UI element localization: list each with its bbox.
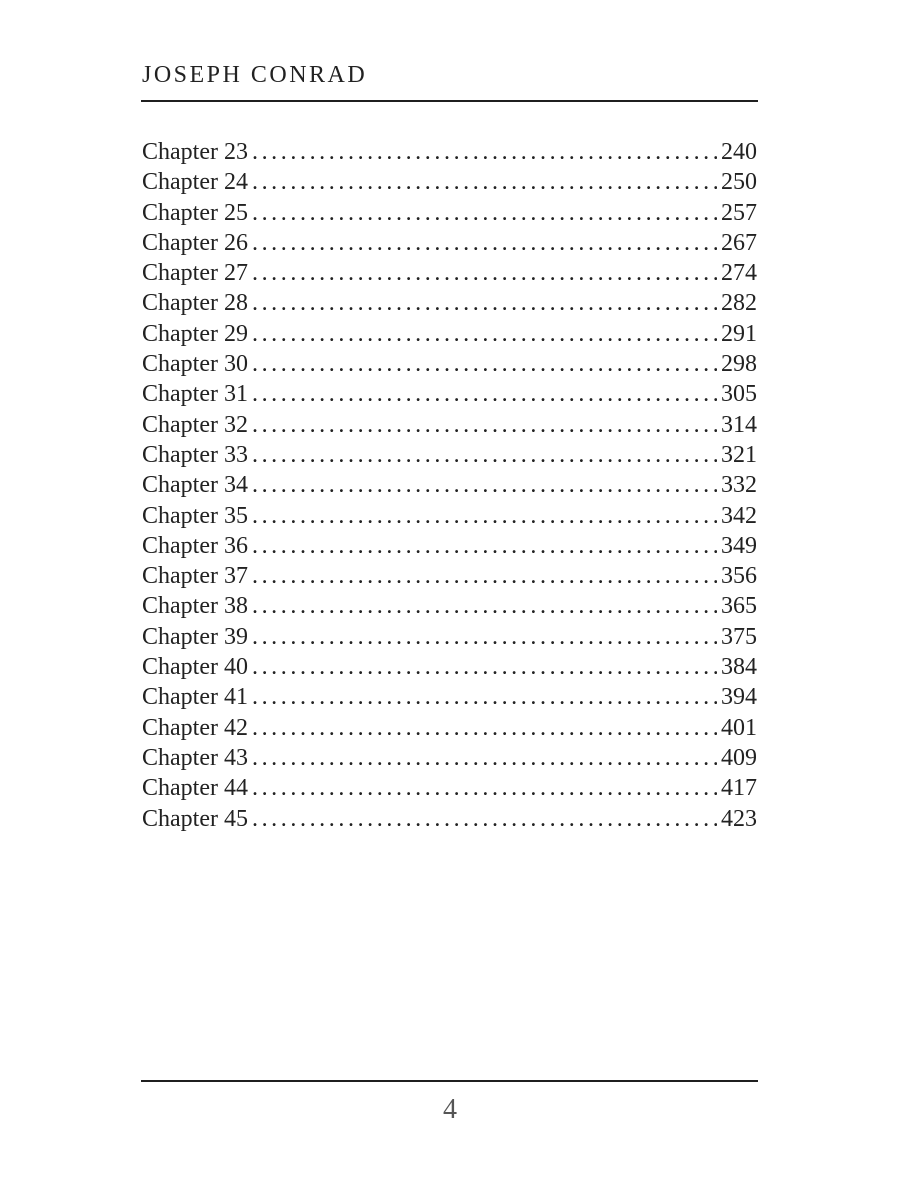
toc-entry[interactable] bbox=[142, 470, 757, 500]
toc-dot-leader bbox=[252, 501, 717, 531]
toc-entry-page: 401 bbox=[721, 714, 757, 741]
toc-entry[interactable] bbox=[142, 501, 757, 531]
toc-entry-title: Chapter 45 bbox=[142, 805, 248, 832]
toc-dot-leader bbox=[252, 167, 717, 197]
toc-entry[interactable] bbox=[142, 167, 757, 197]
toc-entry-title: Chapter 42 bbox=[142, 714, 248, 741]
toc-entry-page: 375 bbox=[721, 623, 757, 650]
toc-dot-leader bbox=[252, 440, 717, 470]
toc-entry[interactable] bbox=[142, 228, 757, 258]
toc-dot-leader bbox=[252, 591, 717, 621]
toc-entry[interactable] bbox=[142, 440, 757, 470]
toc-entry-title: Chapter 25 bbox=[142, 199, 248, 226]
toc-entry-title: Chapter 23 bbox=[142, 139, 248, 165]
toc-entry-title: Chapter 32 bbox=[142, 411, 248, 438]
toc-entry-page: 305 bbox=[721, 381, 757, 408]
toc-entry-page: 257 bbox=[721, 199, 757, 226]
toc-dot-leader bbox=[252, 682, 717, 712]
toc-dot-leader bbox=[252, 349, 717, 379]
toc-entry[interactable] bbox=[142, 773, 757, 803]
toc-entry-page: 356 bbox=[721, 563, 757, 590]
toc-dot-leader bbox=[252, 652, 717, 682]
toc-dot-leader bbox=[252, 713, 717, 743]
toc-dot-leader bbox=[252, 470, 717, 500]
toc-dot-leader bbox=[252, 561, 717, 591]
toc-entry-page: 321 bbox=[721, 441, 757, 468]
toc-entry-title: Chapter 26 bbox=[142, 229, 248, 256]
toc-entry-title: Chapter 39 bbox=[142, 623, 248, 650]
toc-entry-title: Chapter 36 bbox=[142, 532, 248, 559]
toc-dot-leader bbox=[252, 198, 717, 228]
toc-dot-leader bbox=[252, 743, 717, 773]
toc-entry-title: Chapter 37 bbox=[142, 563, 248, 590]
toc-entry-page: 267 bbox=[721, 229, 757, 256]
toc-dot-leader bbox=[252, 137, 717, 167]
table-of-contents bbox=[142, 137, 757, 834]
toc-entry-page: 282 bbox=[721, 290, 757, 317]
toc-entry[interactable] bbox=[142, 591, 757, 621]
toc-entry-title: Chapter 33 bbox=[142, 441, 248, 468]
toc-dot-leader bbox=[252, 319, 717, 349]
toc-entry[interactable] bbox=[142, 531, 757, 561]
header-rule bbox=[141, 100, 758, 102]
toc-entry-page: 240 bbox=[721, 139, 757, 165]
toc-entry[interactable] bbox=[142, 258, 757, 288]
toc-entry-page: 250 bbox=[721, 169, 757, 196]
toc-entry-title: Chapter 34 bbox=[142, 472, 248, 499]
page-number: 4 bbox=[443, 1094, 457, 1125]
toc-entry-title: Chapter 38 bbox=[142, 593, 248, 620]
toc-entry-title: Chapter 29 bbox=[142, 320, 248, 347]
toc-entry-page: 409 bbox=[721, 744, 757, 771]
toc-dot-leader bbox=[252, 531, 717, 561]
toc-entry-title: Chapter 40 bbox=[142, 654, 248, 681]
toc-entry[interactable] bbox=[142, 713, 757, 743]
toc-entry[interactable] bbox=[142, 682, 757, 712]
toc-dot-leader bbox=[252, 804, 717, 834]
toc-entry[interactable] bbox=[142, 743, 757, 773]
toc-entry[interactable] bbox=[142, 410, 757, 440]
toc-entry[interactable] bbox=[142, 561, 757, 591]
toc-entry[interactable] bbox=[142, 349, 757, 379]
toc-entry-page: 349 bbox=[721, 532, 757, 559]
toc-dot-leader bbox=[252, 258, 717, 288]
toc-dot-leader bbox=[252, 773, 717, 803]
toc-entry-page: 342 bbox=[721, 502, 757, 529]
toc-entry-title: Chapter 27 bbox=[142, 260, 248, 287]
toc-entry[interactable] bbox=[142, 804, 757, 834]
toc-entry-title: Chapter 31 bbox=[142, 381, 248, 408]
toc-dot-leader bbox=[252, 622, 717, 652]
toc-entry[interactable] bbox=[142, 379, 757, 409]
toc-entry-title: Chapter 44 bbox=[142, 775, 248, 802]
toc-entry-page: 298 bbox=[721, 351, 757, 378]
toc-entry-page: 417 bbox=[721, 775, 757, 802]
toc-entry-page: 394 bbox=[721, 684, 757, 711]
toc-dot-leader bbox=[252, 379, 717, 409]
toc-entry[interactable] bbox=[142, 198, 757, 228]
toc-entry-title: Chapter 28 bbox=[142, 290, 248, 317]
toc-entry[interactable] bbox=[142, 622, 757, 652]
toc-entry-page: 274 bbox=[721, 260, 757, 287]
toc-entry-page: 291 bbox=[721, 320, 757, 347]
toc-entry-title: Chapter 24 bbox=[142, 169, 248, 196]
toc-entry-title: Chapter 43 bbox=[142, 744, 248, 771]
toc-entry-title: Chapter 30 bbox=[142, 351, 248, 378]
toc-entry[interactable] bbox=[142, 137, 757, 167]
toc-entry-title: Chapter 41 bbox=[142, 684, 248, 711]
toc-entry[interactable] bbox=[142, 288, 757, 318]
running-head: JOSEPH CONRAD bbox=[142, 62, 368, 88]
toc-entry[interactable] bbox=[142, 652, 757, 682]
toc-dot-leader bbox=[252, 288, 717, 318]
toc-entry-page: 423 bbox=[721, 805, 757, 832]
toc-entry-page: 332 bbox=[721, 472, 757, 499]
toc-entry-page: 314 bbox=[721, 411, 757, 438]
toc-entry-page: 365 bbox=[721, 593, 757, 620]
toc-dot-leader bbox=[252, 228, 717, 258]
footer-rule bbox=[141, 1080, 758, 1082]
toc-entry-page: 384 bbox=[721, 654, 757, 681]
toc-entry[interactable] bbox=[142, 319, 757, 349]
toc-dot-leader bbox=[252, 410, 717, 440]
toc-entry-title: Chapter 35 bbox=[142, 502, 248, 529]
